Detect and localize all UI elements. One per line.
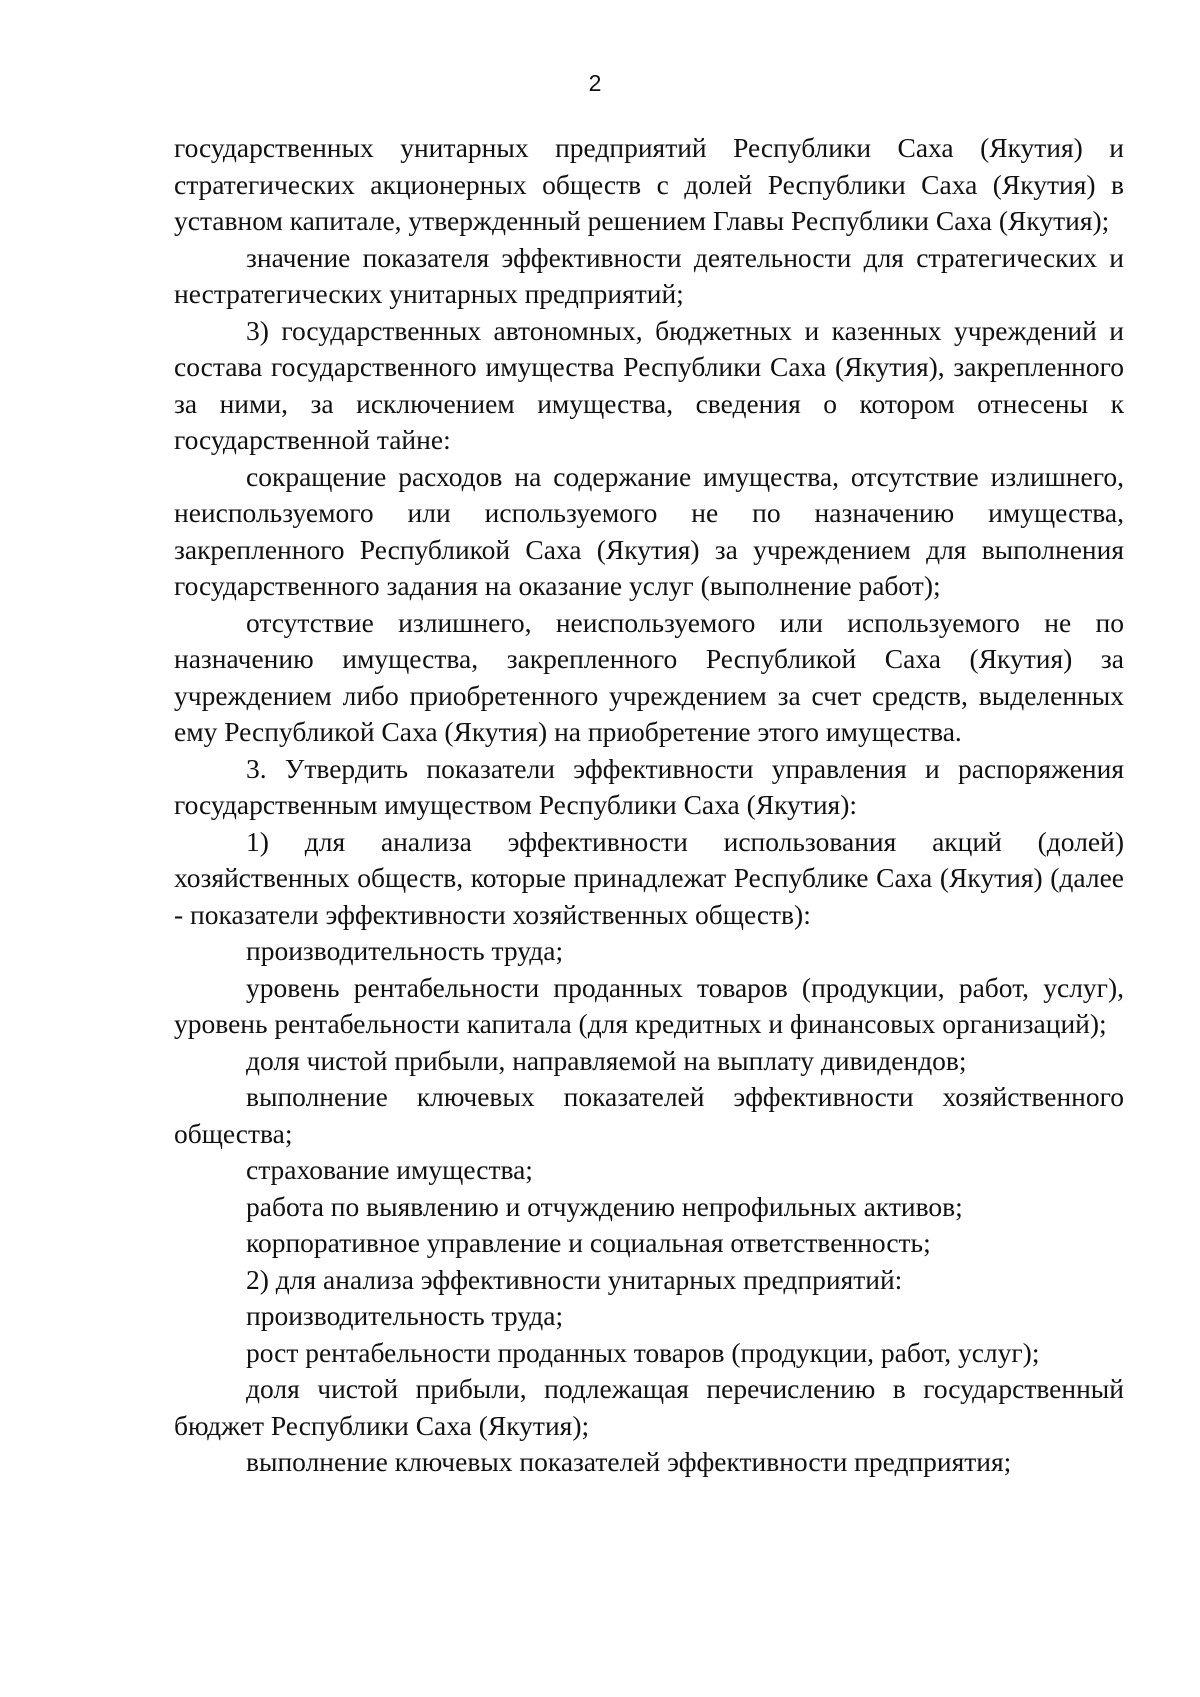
paragraph: государственных унитарных предприятий Республики Саха (Якутия) и стратегических акционерных обществ с долей Республики Саха (Якутия) в уставном капитале, утвержденный решением Главы Республики Саха (Якутия); xyxy=(174,132,1124,236)
paragraph: значение показателя эффективности деятельности для стратегических и нестратегических унитарных предприятий; xyxy=(174,241,1124,309)
paragraph: корпоративное управление и социальная ответственность; xyxy=(246,1227,931,1258)
paragraph: работа по выявлению и отчуждению непрофильных активов; xyxy=(246,1190,963,1222)
paragraph: выполнение ключевых показателей эффективности предприятия; xyxy=(246,1446,1012,1477)
paragraph: выполнение ключевых показателей эффективности хозяйственного общества; xyxy=(174,1081,1124,1149)
paragraph: производительность труда; xyxy=(246,1300,564,1331)
page-number: 2 xyxy=(588,70,602,96)
paragraph: рост рентабельности проданных товаров (продукции, работ, услуг); xyxy=(246,1336,1040,1368)
paragraph: 2) для анализа эффективности унитарных предприятий: xyxy=(246,1263,903,1295)
paragraph: уровень рентабельности проданных товаров (продукции, работ, услуг), уровень рентабельности капитала (для кредитных и финансовых организаций); xyxy=(174,971,1124,1039)
paragraph: страхование имущества; xyxy=(246,1154,533,1185)
paragraph: сокращение расходов на содержание имущества, отсутствие излишнего, неиспользуемого или используемого не по назначению имущества, закрепленного Республикой Саха (Якутия) за учреждением для выполнения государственного задания на оказание услуг (выполнение работ); xyxy=(174,460,1124,601)
paragraph: производительность труда; xyxy=(246,935,564,966)
paragraph: 1) для анализа эффективности использования акций (долей) хозяйственных обществ, которые принадлежат Республике Саха (Якутия) (далее - показатели эффективности хозяйственных обществ): xyxy=(174,825,1124,930)
paragraph: отсутствие излишнего, неиспользуемого или используемого не по назначению имущества, закрепленного Республикой Саха (Якутия) за учреждением либо приобретенного учреждением за счет средств, выделенных ему Республикой Саха (Якутия) на приобретение этого имущества. xyxy=(174,606,1124,747)
paragraph: доля чистой прибыли, подлежащая перечислению в государственный бюджет Республики Саха (Якутия); xyxy=(174,1373,1124,1441)
document-body xyxy=(174,130,1124,1481)
paragraph: 3. Утвердить показатели эффективности управления и распоряжения государственным имуществом Республики Саха (Якутия): xyxy=(174,752,1124,820)
paragraph: доля чистой прибыли, направляемой на выплату дивидендов; xyxy=(246,1044,967,1076)
paragraph: 3) государственных автономных, бюджетных и казенных учреждений и состава государственного имущества Республики Саха (Якутия), закрепленного за ними, за исключением имущества, сведения о котором отнесены к государственной тайне: xyxy=(174,314,1124,455)
